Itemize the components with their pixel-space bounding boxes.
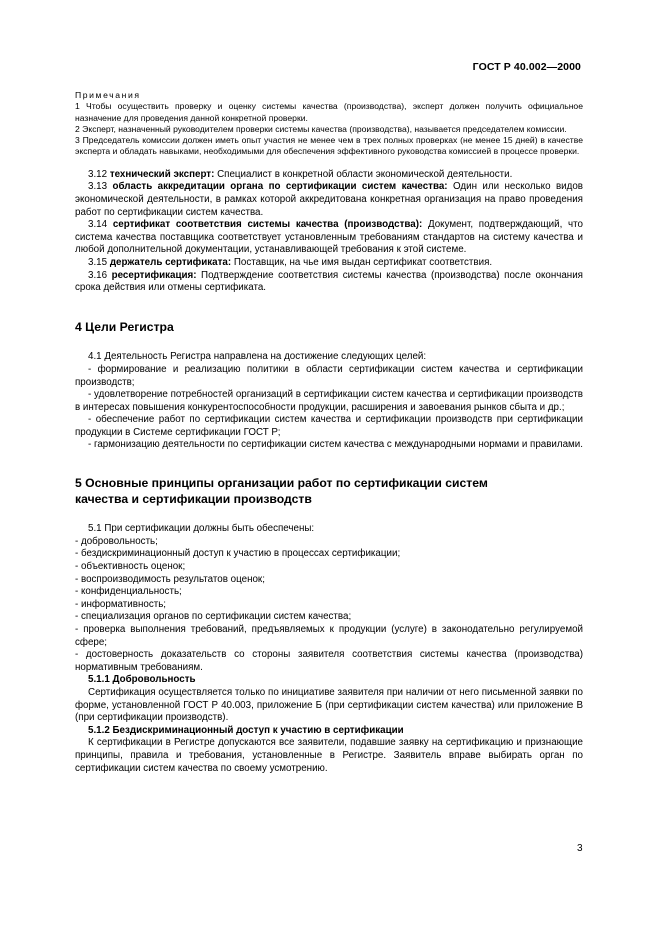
standard-code: ГОСТ Р 40.002—2000	[472, 61, 581, 73]
section-4-intro: 4.1 Деятельность Регистра направлена на достижение следующих целей:	[88, 351, 427, 363]
definition-number: 3.16	[88, 269, 108, 281]
section-5-title-line1: 5 Основные принципы организации работ по сертификации систем	[75, 476, 488, 491]
definition-number: 3.15	[88, 256, 108, 268]
definition-term: держатель сертификата:	[109, 256, 232, 268]
definition-term: сертификат соответствия системы качества (производства):	[112, 219, 423, 231]
list-item: - воспроизводимость результатов оценок;	[75, 573, 265, 585]
definition-text: Специалист в конкретной области экономической деятельности.	[217, 168, 513, 180]
notes-heading: Примечания	[75, 90, 141, 100]
list-item: - добровольность;	[75, 535, 158, 547]
definition-text: Документ, подтверждающий, что система качества поставщика соответствует установленным требованиям стандартов на систему качества и любой дополнительной документации, устанавливающей требования к этой системе.	[75, 219, 583, 256]
section-4-body	[75, 351, 583, 452]
subsection-5-1-2-text: К сертификации в Регистре допускаются все заявители, подавшие заявку на сертификацию и признающие принципы, правила и требования, установленные в Регистре. Заявитель вправе выбирать орган по сертификации систем качества по своему усмотрению.	[75, 737, 583, 774]
section-5-intro: 5.1 При сертификации должны быть обеспечены:	[88, 523, 315, 535]
definition-text: Поставщик, на чье имя выдан сертификат соответствия.	[233, 256, 493, 268]
definition-3-13	[75, 181, 583, 219]
definitions-block	[75, 169, 583, 295]
list-item: - бездискриминационный доступ к участию в процессах сертификации;	[75, 548, 401, 560]
definition-term: ресертификация:	[111, 269, 197, 281]
definition-3-15	[75, 257, 583, 270]
list-item: - проверка выполнения требований, предъявляемых к продукции (услуге) в законодательно регулируемой сфере;	[75, 624, 583, 648]
definition-text: Подтверждение соответствия системы качества (производства) после окончания срока действия или отмены сертификата.	[75, 269, 583, 294]
subsection-5-1-1-text: Сертификация осуществляется только по инициативе заявителя при наличии от него письменной заявки по форме, установленной ГОСТ Р 40.003, приложение Б (при сертификации систем качества) или приложение В (при сертификации производств).	[75, 686, 583, 724]
page-content	[75, 90, 583, 775]
definition-3-12	[75, 169, 583, 182]
subsection-5-1-1-title: 5.1.1 Добровольность	[88, 674, 196, 686]
list-item: - формирование и реализацию политики в области сертификации систем качества и сертификации производств;	[75, 363, 583, 388]
note-item: 2 Эксперт, назначенный руководителем проверки системы качества (производства), называется председателем комиссии.	[75, 123, 567, 134]
list-item: - обеспечение работ по сертификации систем качества и сертификации производств при сертификации продукции в Системе сертификации ГОСТ Р;	[75, 414, 583, 438]
note-item: 3 Председатель комиссии должен иметь опыт участия не менее чем в трех полных проверках (не менее 15 дней) в качестве эксперта и обладать навыками, необходимыми для обеспечения эффективного руководства комиссией в процессе проверки.	[75, 135, 583, 157]
list-item: - удовлетворение потребностей организаций в сертификации систем качества и сертификации производств в интересах повышения конкурентоспособности продукции, расширения и завоевания рынков сбыта и др.;	[75, 389, 583, 413]
section-5-title	[75, 476, 583, 507]
definition-text: Один или несколько видов экономической деятельности, в рамках которой аккредитована конкретная организация на право проведения работ по сертификации систем качества.	[75, 181, 583, 218]
definition-term: область аккредитации органа по сертификации систем качества:	[112, 181, 448, 193]
list-item: - специализация органов по сертификации систем качества;	[75, 611, 352, 623]
page-number: 3	[577, 843, 583, 854]
list-item: - достоверность доказательств со стороны заявителя соответствия системы качества (производства) нормативным требованиям.	[75, 649, 583, 673]
section-5-title-line2: качества и сертификации производств	[75, 491, 312, 506]
subsection-5-1-2-title: 5.1.2 Бездискриминационный доступ к участию в сертификации	[88, 724, 404, 736]
section-5-body	[75, 523, 583, 775]
definition-3-16	[75, 270, 583, 295]
list-item: - объективность оценок;	[75, 561, 186, 573]
list-item: - гармонизацию деятельности по сертификации систем качества с международными нормами и правилами.	[88, 439, 583, 451]
definition-3-14	[75, 219, 583, 257]
definition-number: 3.14	[88, 219, 108, 231]
definition-number: 3.12	[88, 168, 108, 180]
definition-term: технический эксперт:	[109, 168, 215, 180]
notes-block	[75, 90, 583, 158]
section-4-title: 4 Цели Регистра	[75, 319, 174, 334]
note-item: 1 Чтобы осуществить проверку и оценку системы качества (производства), эксперт должен получить официальное назначение для проведения данной конкретной проверки.	[75, 101, 583, 123]
list-item: - информативность;	[75, 598, 167, 610]
definition-number: 3.13	[88, 181, 108, 193]
list-item: - конфиденциальность;	[75, 586, 182, 598]
